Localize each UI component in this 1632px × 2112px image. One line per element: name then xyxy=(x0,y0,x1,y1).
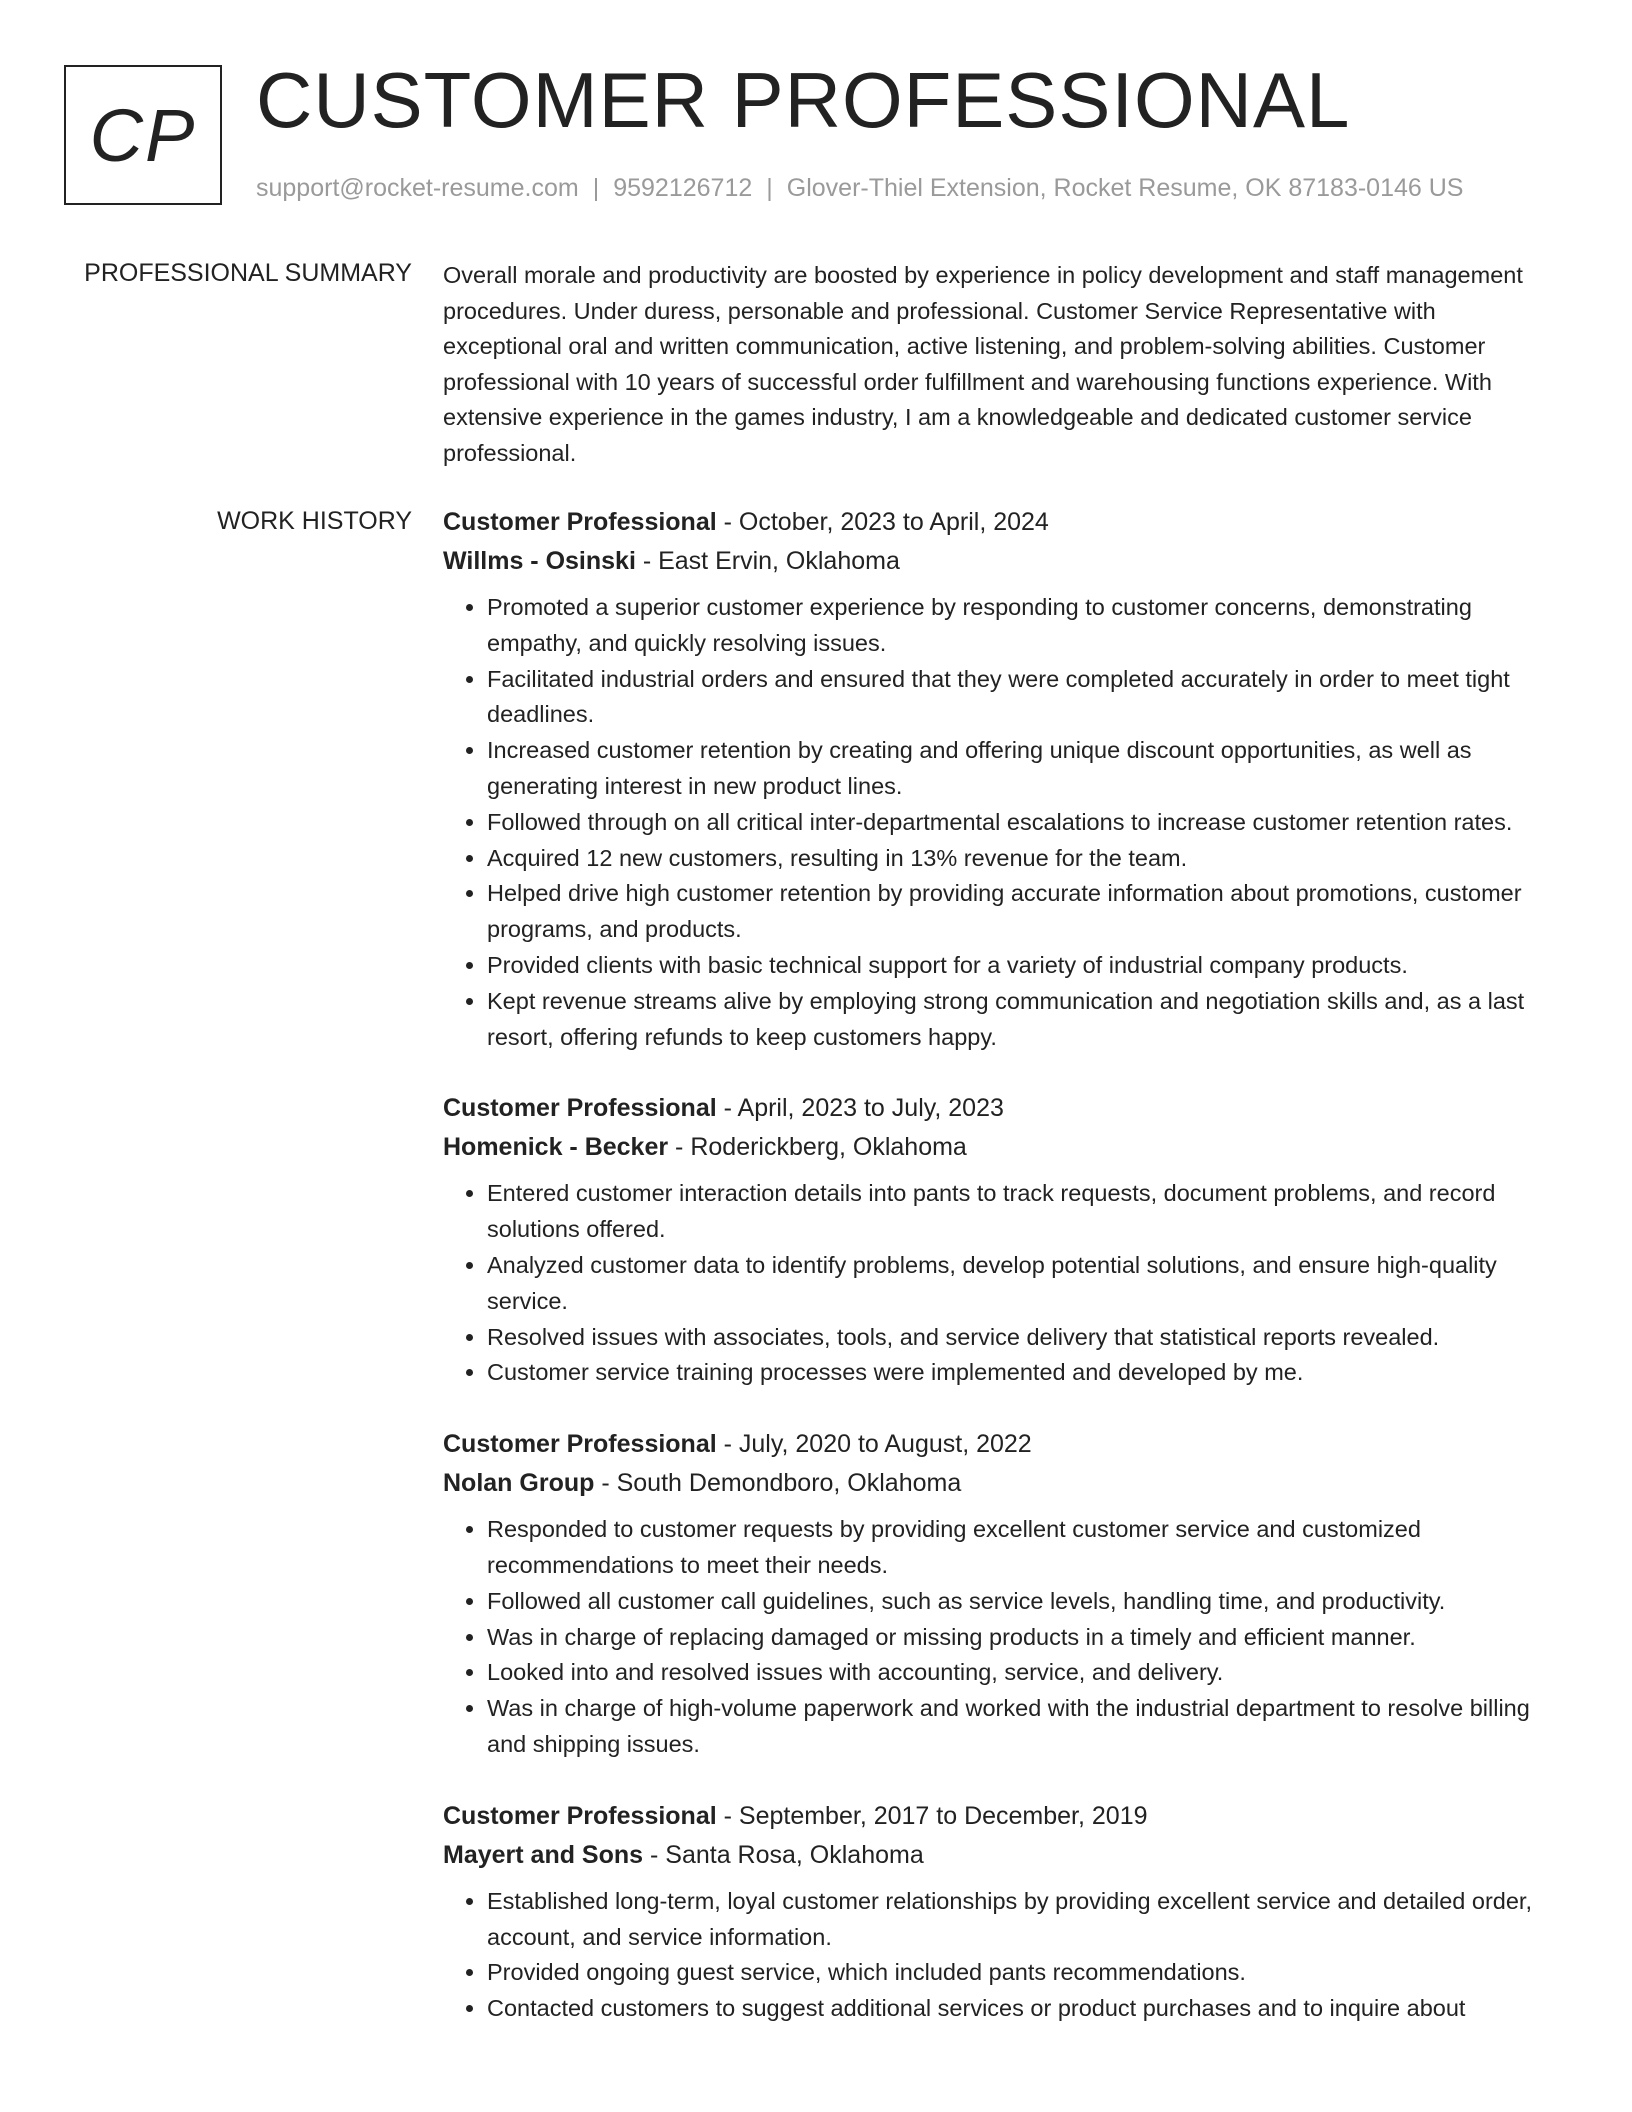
job-bullet: • Established long-term, loyal customer relationships by providing excellent service and detailed order, account, and service information. xyxy=(487,1884,1560,1956)
job-bullet: • Was in charge of replacing damaged or missing products in a timely and efficient manner. xyxy=(487,1620,1560,1656)
job-dates: - October, 2023 to April, 2024 xyxy=(716,508,1049,536)
job-company-line xyxy=(443,542,1560,581)
job-entry xyxy=(443,1089,1560,1391)
job-bullet: • Resolved issues with associates, tools, and service delivery that statistical reports revealed. xyxy=(487,1320,1560,1356)
job-location: - South Demondboro, Oklahoma xyxy=(594,1469,962,1498)
job-location: - Roderickberg, Oklahoma xyxy=(668,1133,967,1162)
monogram-initials: CP xyxy=(89,93,197,177)
contact-separator: | xyxy=(766,174,773,202)
job-bullet: • Entered customer interaction details into pants to track requests, document problems, and record solutions offered. xyxy=(487,1176,1560,1248)
contact-email[interactable]: support@rocket-resume.com xyxy=(256,174,579,202)
job-company: Nolan Group xyxy=(443,1469,595,1498)
job-company: Willms - Osinski xyxy=(443,547,636,575)
job-dates: - July, 2020 to August, 2022 xyxy=(716,1430,1032,1459)
job-bullet: • Acquired 12 new customers, resulting in 13% revenue for the team. xyxy=(487,841,1560,877)
job-dates: - September, 2017 to December, 2019 xyxy=(716,1801,1148,1830)
job-entry xyxy=(443,1425,1560,1763)
contact-phone[interactable]: 9592126712 xyxy=(613,174,753,202)
job-bullet: • Contacted customers to suggest additional services or product purchases and to inquire about xyxy=(487,1991,1560,2027)
work-history-section-label: WORK HISTORY xyxy=(217,507,412,535)
resume-name: CUSTOMER PROFESSIONAL xyxy=(256,56,1351,144)
job-title: Customer Professional xyxy=(443,1801,717,1830)
job-bullet: • Helped drive high customer retention by providing accurate information about promotions, customer programs, and products. xyxy=(487,876,1560,948)
job-bullet: • Kept revenue streams alive by employing strong communication and negotiation skills and, as a last resort, offering refunds to keep customers happy. xyxy=(487,984,1560,1056)
job-bullet: • Looked into and resolved issues with accounting, service, and delivery. xyxy=(487,1655,1560,1691)
job-bullet-list xyxy=(443,590,1560,1055)
job-location: - East Ervin, Oklahoma xyxy=(635,547,900,575)
job-bullet: • Provided ongoing guest service, which included pants recommendations. xyxy=(487,1955,1560,1991)
job-title-line xyxy=(443,1797,1560,1836)
job-dates: - April, 2023 to July, 2023 xyxy=(716,1094,1004,1123)
job-title-line xyxy=(443,1425,1560,1464)
job-title: Customer Professional xyxy=(443,1430,717,1459)
job-title: Customer Professional xyxy=(443,1094,717,1123)
job-bullet: • Followed through on all critical inter-departmental escalations to increase customer retention rates. xyxy=(487,805,1560,841)
job-bullet-list xyxy=(443,1176,1560,1391)
job-bullet: • Provided clients with basic technical support for a variety of industrial company products. xyxy=(487,948,1560,984)
job-company: Mayert and Sons xyxy=(443,1840,644,1869)
job-company: Homenick - Becker xyxy=(443,1133,669,1162)
contact-line xyxy=(256,174,1463,203)
job-title: Customer Professional xyxy=(443,508,717,536)
job-bullet: • Promoted a superior customer experience by responding to customer concerns, demonstrating empathy, and quickly resolving issues. xyxy=(487,590,1560,662)
job-bullet: • Increased customer retention by creating and offering unique discount opportunities, as well as generating interest in new product lines. xyxy=(487,733,1560,805)
contact-address: Glover-Thiel Extension, Rocket Resume, OK 87183-0146 US xyxy=(786,174,1464,202)
contact-separator: | xyxy=(592,174,600,202)
monogram-logo xyxy=(64,65,222,205)
job-bullet-list xyxy=(443,1512,1560,1763)
summary-section-label: PROFESSIONAL SUMMARY xyxy=(84,259,412,287)
job-bullet-list xyxy=(443,1884,1560,2027)
summary-text: Overall morale and productivity are boosted by experience in policy development and staff management procedures. Under duress, personable and professional. Customer Service Representative with exceptional oral and written communication, active listening, and problem-solving abilities. Customer professional with 10 years of successful order fulfillment and warehousing functions experience. With extensive experience in the games industry, I am a knowledgeable and dedicated customer service professional. xyxy=(443,262,1523,466)
job-company-line xyxy=(443,1128,1560,1167)
job-entry xyxy=(443,503,1560,1055)
job-bullet: • Analyzed customer data to identify problems, develop potential solutions, and ensure high-quality service. xyxy=(487,1248,1560,1320)
job-bullet: • Followed all customer call guidelines, such as service levels, handling time, and productivity. xyxy=(487,1584,1560,1620)
job-bullet: • Responded to customer requests by providing excellent customer service and customized recommendations to meet their needs. xyxy=(487,1512,1560,1584)
job-location: - Santa Rosa, Oklahoma xyxy=(643,1840,924,1869)
job-bullet: • Was in charge of high-volume paperwork and worked with the industrial department to resolve billing and shipping issues. xyxy=(487,1691,1560,1763)
job-bullet: • Customer service training processes were implemented and developed by me. xyxy=(487,1355,1560,1391)
job-title-line xyxy=(443,503,1560,542)
work-history-list xyxy=(443,503,1560,2061)
job-title-line xyxy=(443,1089,1560,1128)
job-company-line xyxy=(443,1836,1560,1875)
job-bullet: • Facilitated industrial orders and ensured that they were completed accurately in order to meet tight deadlines. xyxy=(487,662,1560,734)
job-company-line xyxy=(443,1464,1560,1503)
job-entry xyxy=(443,1797,1560,2027)
